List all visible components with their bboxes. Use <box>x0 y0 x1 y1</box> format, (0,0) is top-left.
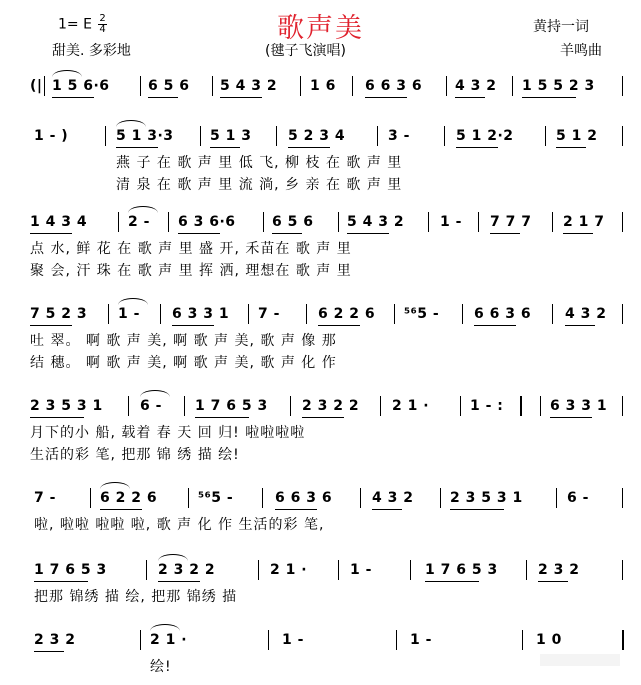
measure-notes: 5 1 3·3 <box>116 128 174 144</box>
beam-line <box>556 147 586 148</box>
measure-notes: 1 6 <box>310 78 336 94</box>
beam-line <box>100 509 142 510</box>
beam-line <box>565 325 595 326</box>
measure-notes: 2 1 · <box>270 562 308 578</box>
beam-line <box>522 97 576 98</box>
bar-line <box>622 560 623 580</box>
measure-notes: 1 - <box>282 632 304 648</box>
measure-notes: 1 - : <box>470 398 504 414</box>
lyric-line: 月下的小 船, 载着 春 天 回 归! 啦啦啦啦 <box>30 425 306 441</box>
measure-notes: 1 0 <box>536 632 562 648</box>
beam-line <box>34 651 64 652</box>
measure-notes: 6 3 6·6 <box>178 214 236 230</box>
measure-notes: 1 - <box>350 562 372 578</box>
measure-notes: 2 3 2 <box>34 632 76 648</box>
bar-line <box>522 630 523 650</box>
measure-notes: 6 5 6 <box>148 78 190 94</box>
beam-line <box>30 417 84 418</box>
beam-line <box>490 233 520 234</box>
bar-line <box>184 396 185 416</box>
bar-line <box>140 76 141 96</box>
beam-line <box>30 325 72 326</box>
measure-notes: 6 - <box>140 398 162 414</box>
bar-line <box>146 560 147 580</box>
bar-line <box>478 212 479 232</box>
slur-mark <box>52 70 82 77</box>
bar-line <box>306 304 307 324</box>
bar-line <box>540 396 541 416</box>
bar-line <box>248 304 249 324</box>
bar-line <box>276 126 277 146</box>
bar-line <box>622 76 623 96</box>
lyric-line: 绘! <box>150 659 172 675</box>
notation-line <box>0 306 641 332</box>
performer-credit: (毽子飞演唱) <box>265 43 346 59</box>
bar-line <box>212 76 213 96</box>
beam-line <box>365 97 407 98</box>
beam-line <box>302 417 344 418</box>
measure-notes: 1 5 5 2 3 <box>522 78 595 94</box>
bar-line <box>622 396 623 416</box>
bar-line <box>556 488 557 508</box>
lyric-line: 燕 子 在 歌 声 里 低 飞, 柳 枝 在 歌 声 里 <box>116 155 403 171</box>
lyric-line: 啦, 啦啦 啦啦 啦, 歌 声 化 作 生活的彩 笔, <box>34 517 325 533</box>
lyricist-credit: 黄持一词 <box>533 19 589 35</box>
bar-line <box>140 630 141 650</box>
notation-line <box>0 214 641 240</box>
measure-notes: 1 7 6 5 3 <box>34 562 107 578</box>
time-signature <box>98 14 106 35</box>
measure-notes: 2 3 5 3 1 <box>450 490 523 506</box>
bar-line <box>263 212 264 232</box>
beam-line <box>347 233 389 234</box>
measure-notes: 1 7 6 5 3 <box>425 562 498 578</box>
bar-line <box>118 212 119 232</box>
key-label: 1= E <box>58 16 92 33</box>
beam-line <box>220 97 262 98</box>
measure-notes: 1 - <box>118 306 140 322</box>
slur-mark <box>118 298 148 305</box>
measure-notes: 2 1 7 <box>563 214 605 230</box>
measure-notes: 5 4 3 2 <box>220 78 278 94</box>
time-numerator: 2 <box>99 13 106 24</box>
measure-notes: 4 3 2 <box>565 306 607 322</box>
measure-notes: 6 6 3 6 <box>365 78 423 94</box>
beam-line <box>52 97 94 98</box>
beam-line <box>450 509 504 510</box>
slur-mark <box>128 206 158 213</box>
bar-line <box>338 560 339 580</box>
notation-line <box>0 562 641 588</box>
measure-notes: 2 3 2 2 <box>158 562 216 578</box>
beam-line <box>372 509 402 510</box>
beam-line <box>425 581 479 582</box>
lyric-line: 聚 会, 汗 珠 在 歌 声 里 挥 洒, 理想在 歌 声 里 <box>30 263 352 279</box>
slur-mark <box>158 554 188 561</box>
lyric-line: 点 水, 鲜 花 在 歌 声 里 盛 开, 禾苗在 歌 声 里 <box>30 241 352 257</box>
beam-line <box>172 325 214 326</box>
beam-line <box>272 233 302 234</box>
bar-line <box>188 488 189 508</box>
bar-line <box>377 126 378 146</box>
bar-line <box>360 488 361 508</box>
beam-line <box>148 97 178 98</box>
measure-notes: 6 6 3 6 <box>275 490 333 506</box>
bar-line <box>440 488 441 508</box>
bar-line <box>622 304 623 324</box>
beam-line <box>30 233 72 234</box>
beam-line <box>474 325 516 326</box>
measure-notes: 7 5 2 3 <box>30 306 88 322</box>
beam-line <box>275 509 317 510</box>
composer-credit: 羊鸣曲 <box>560 43 602 59</box>
measure-notes: 6 2 2 6 <box>318 306 376 322</box>
beam-line <box>158 581 200 582</box>
lyric-line: 把那 锦绣 描 绘, 把那 锦绣 描 <box>34 589 238 605</box>
beam-line <box>538 581 568 582</box>
time-denominator: 4 <box>99 24 106 35</box>
measure-notes: 2 3 2 <box>538 562 580 578</box>
measure-notes: 1 4 3 4 <box>30 214 88 230</box>
beam-line <box>288 147 330 148</box>
measure-notes: 2 1 · <box>150 632 188 648</box>
measure-notes: 4 3 2 <box>372 490 414 506</box>
bar-line <box>460 396 461 416</box>
lyric-line: 生活的彩 笔, 把那 锦 绣 描 绘! <box>30 447 240 463</box>
measure-notes: 5 1 2·2 <box>456 128 514 144</box>
measure-notes: 7 7 7 <box>490 214 532 230</box>
measure-notes: 2 3 5 3 1 <box>30 398 103 414</box>
lyric-line: 吐 翠。 啊 歌 声 美, 啊 歌 声 美, 歌 声 像 那 <box>30 333 337 349</box>
bar-line <box>352 76 353 96</box>
measure-notes: 2 1 · <box>392 398 430 414</box>
measure-notes: 1 - <box>410 632 432 648</box>
measure-notes: 6 - <box>567 490 589 506</box>
beam-line <box>34 581 88 582</box>
beam-line <box>456 147 498 148</box>
bar-line <box>394 304 395 324</box>
bar-line <box>462 304 463 324</box>
bar-line <box>90 488 91 508</box>
bar-line <box>512 76 513 96</box>
measure-notes: 1 7 6 5 3 <box>195 398 268 414</box>
measure-notes: 1 - ) <box>34 128 69 144</box>
bar-line <box>200 126 201 146</box>
bar-line <box>520 396 522 416</box>
bar-line <box>622 630 624 650</box>
measure-notes: 4 3 2 <box>455 78 497 94</box>
measure-notes: 3 - <box>388 128 410 144</box>
bar-line <box>290 396 291 416</box>
slur-mark <box>100 482 130 489</box>
measure-notes: ⁵⁶5 - <box>404 306 440 322</box>
beam-line <box>550 417 592 418</box>
bar-line <box>396 630 397 650</box>
notation-line <box>0 128 641 154</box>
measure-notes: 1 5 6·6 <box>52 78 110 94</box>
bar-line <box>622 126 623 146</box>
measure-notes: 1 - <box>440 214 462 230</box>
measure-notes: 6 2 2 6 <box>100 490 158 506</box>
beam-line <box>318 325 360 326</box>
bar-line <box>526 560 527 580</box>
measure-notes: 2 - <box>128 214 150 230</box>
measure-notes: 6 3 3 1 <box>172 306 230 322</box>
lyric-line: 清 泉 在 歌 声 里 流 淌, 乡 亲 在 歌 声 里 <box>116 177 403 193</box>
slur-mark <box>116 120 146 127</box>
measure-notes: ⁵⁶5 - <box>198 490 234 506</box>
notation-line <box>0 490 641 516</box>
beam-line <box>116 147 158 148</box>
measure-notes: 6 6 3 6 <box>474 306 532 322</box>
bar-line <box>444 126 445 146</box>
notation-line <box>0 398 641 424</box>
notation-line <box>0 78 641 104</box>
bar-line <box>262 488 263 508</box>
bar-line <box>258 560 259 580</box>
bar-line <box>268 630 269 650</box>
bar-line <box>622 212 623 232</box>
measure-notes: 5 1 3 <box>210 128 252 144</box>
beam-line <box>563 233 593 234</box>
measure-notes: (| <box>30 78 43 94</box>
page-title: 歌声美 <box>277 13 364 44</box>
beam-line <box>178 233 220 234</box>
measure-notes: 5 1 2 <box>556 128 598 144</box>
measure-notes: 7 - <box>34 490 56 506</box>
bar-line <box>410 560 411 580</box>
style-marking: 甜美. 多彩地 <box>52 43 131 59</box>
beam-line <box>455 97 485 98</box>
measure-notes: 7 - <box>258 306 280 322</box>
bar-line <box>108 304 109 324</box>
bar-line <box>380 396 381 416</box>
watermark-stamp <box>540 652 620 668</box>
measure-notes: 5 4 3 2 <box>347 214 405 230</box>
bar-line <box>552 212 553 232</box>
beam-line <box>195 417 249 418</box>
lyric-line: 结 穗。 啊 歌 声 美, 啊 歌 声 美, 歌 声 化 作 <box>30 355 337 371</box>
bar-line <box>128 396 129 416</box>
measure-notes: 6 3 3 1 <box>550 398 608 414</box>
slur-mark <box>150 624 180 631</box>
slur-mark <box>140 390 170 397</box>
bar-line <box>552 304 553 324</box>
bar-line <box>160 304 161 324</box>
measure-notes: 2 3 2 2 <box>302 398 360 414</box>
bar-line <box>622 488 623 508</box>
key-signature <box>58 14 107 35</box>
bar-line <box>168 212 169 232</box>
measure-notes: 5 2 3 4 <box>288 128 346 144</box>
bar-line <box>105 126 106 146</box>
beam-line <box>210 147 240 148</box>
bar-line <box>300 76 301 96</box>
bar-line <box>428 212 429 232</box>
bar-line <box>446 76 447 96</box>
bar-line <box>545 126 546 146</box>
measure-notes: 6 5 6 <box>272 214 314 230</box>
bar-line <box>44 76 45 96</box>
bar-line <box>338 212 339 232</box>
